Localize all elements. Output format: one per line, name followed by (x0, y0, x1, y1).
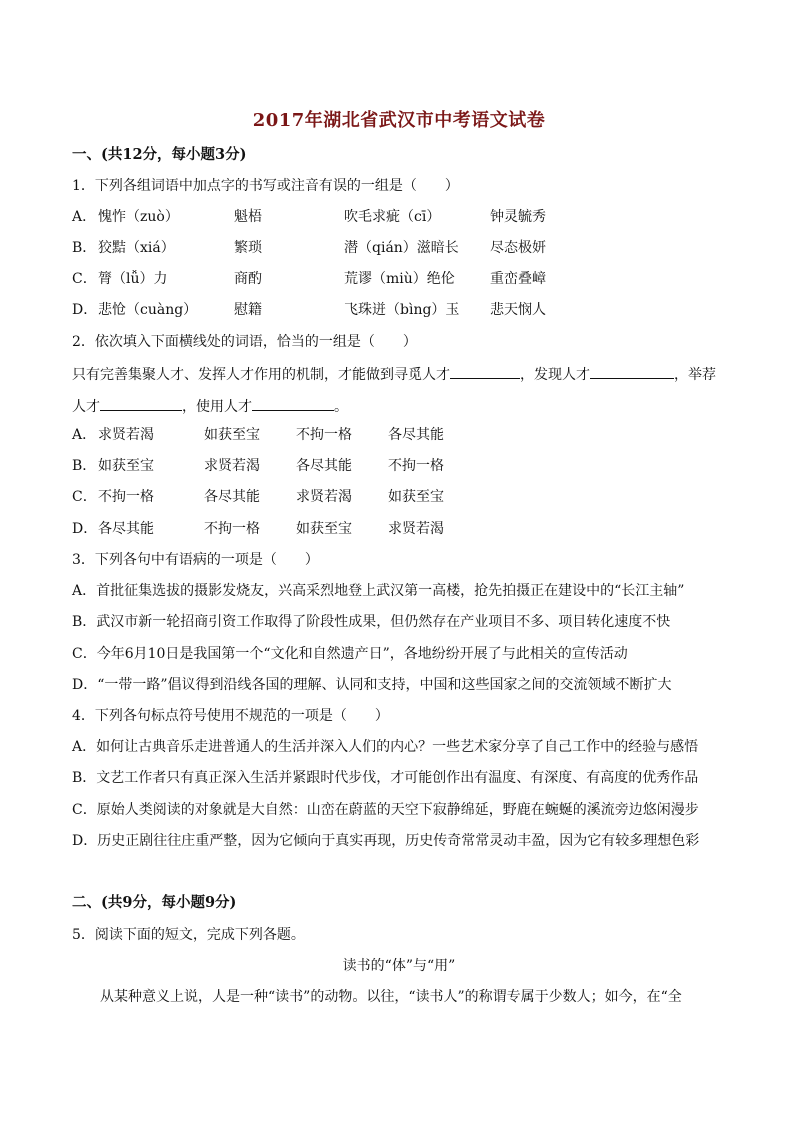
section-1-heading: 一、(共12分，每小题3分) (72, 146, 247, 163)
page-title: 2017年湖北省武汉市中考语文试卷 (252, 110, 546, 131)
q2-stem: 2．依次填入下面横线处的词语，恰当的一组是（ ） (72, 334, 417, 350)
q2-option-b: B． 如获至宝 求贤若渴 各尽其能 不拘一格 (72, 458, 444, 474)
q4-option-d: D．历史正剧往往庄重严整，因为它倾向于真实再现，历史传奇常常灵动丰盈，因为它有较多理想色彩 (72, 833, 700, 849)
answer-blank-2[interactable] (590, 364, 674, 379)
q3-stem: 3．下列各句中有语病的一项是（ ） (72, 552, 319, 568)
q2-option-c: C． 不拘一格 各尽其能 求贤若渴 如获至宝 (72, 489, 444, 505)
q2-text-line-2: 人才 ，使用人才 。 (72, 396, 726, 416)
answer-blank-4[interactable] (252, 396, 334, 411)
q3-option-b: B．武汉市新一轮招商引资工作取得了阶段性成果，但仍然存在产业项目不多、项目转化速度不快 (72, 614, 671, 630)
q1-stem: 1．下列各组词语中加点字的书写或注音有误的一组是（ ） (72, 178, 459, 194)
section-2-heading: 二、(共9分，每小题9分) (72, 894, 237, 911)
q4-option-b: B．文艺工作者只有真正深入生活并紧跟时代步伐，才可能创作出有温度、有深度、有高度的优秀作品 (72, 770, 699, 786)
q5-stem: 5．阅读下面的短文，完成下列各题。 (72, 927, 305, 943)
q3-option-c: C．今年6月10日是我国第一个“文化和自然遗产日”，各地纷纷开展了与此相关的宣传活动 (72, 646, 628, 662)
q1-option-d: D． 悲怆（cuàng） 慰籍 飞珠迸（bìng）玉 悲天悯人 (72, 302, 546, 318)
answer-blank-1[interactable] (450, 364, 520, 379)
answer-blank-3[interactable] (100, 396, 182, 411)
q4-option-c: C．原始人类阅读的对象就是大自然：山峦在蔚蓝的天空下寂静绵延，野鹿在蜿蜒的溪流旁边悠闲漫步 (72, 802, 699, 818)
q2-text-line-1: 只有完善集聚人才、发挥人才作用的机制，才能做到寻觅人才 ，发现人才 ，举荐 (72, 364, 726, 384)
q4-option-a: A．如何让古典音乐走进普通人的生活并深入人们的内心？一些艺术家分享了自己工作中的经验与感悟 (72, 739, 699, 755)
q4-stem: 4．下列各句标点符号使用不规范的一项是（ ） (72, 708, 389, 724)
article-paragraph: 从某种意义上说，人是一种“读书”的动物。以往，“读书人”的称谓专属于少数人；如今，在“全 (100, 989, 682, 1005)
q2-option-d: D． 各尽其能 不拘一格 如获至宝 求贤若渴 (72, 521, 444, 537)
q1-option-c: C． 膂（lǚ）力 商酌 荒谬（miù）绝伦 重峦叠嶂 (72, 271, 546, 287)
article-title: 读书的“体”与“用” (342, 958, 456, 974)
q1-option-b: B． 狡黠（xiá） 繁琐 潜（qián）滋暗长 尽态极妍 (72, 240, 546, 256)
q1-option-a: A． 愧怍（zuò） 魁梧 吹毛求疵（cī） 钟灵毓秀 (72, 209, 546, 225)
q3-option-a: A．首批征集选拔的摄影发烧友，兴高采烈地登上武汉第一高楼，抢先拍摄正在建设中的“长江主轴” (72, 583, 685, 599)
q2-option-a: A． 求贤若渴 如获至宝 不拘一格 各尽其能 (72, 427, 444, 443)
q3-option-d: D．“一带一路”倡议得到沿线各国的理解、认同和支持，中国和这些国家之间的交流领域不断扩大 (72, 677, 672, 693)
